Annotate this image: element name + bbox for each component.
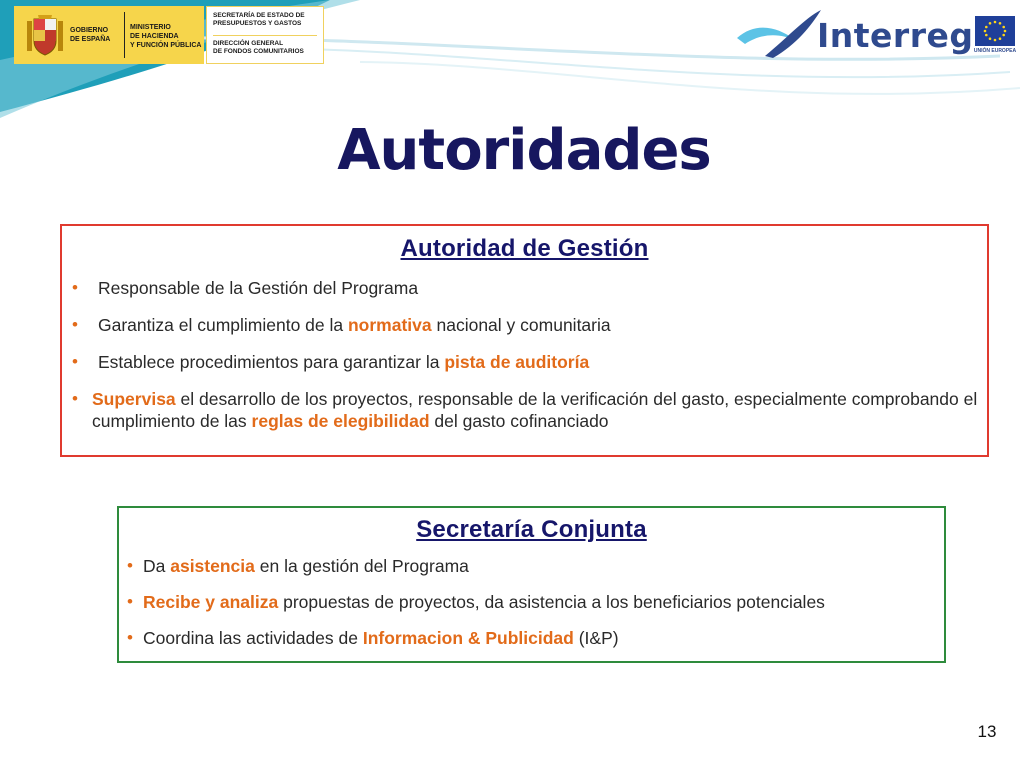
secretaria-conjunta-heading: Secretaría Conjunta xyxy=(416,516,647,543)
bullet-icon: • xyxy=(127,592,133,611)
item-text: del gasto cofinanciado xyxy=(429,411,609,431)
highlighted-text: Supervisa xyxy=(92,389,176,409)
item-text: Garantiza el cumplimiento de la xyxy=(98,315,348,335)
bullet-icon: • xyxy=(72,352,78,371)
eu-label: UNIÓN EUROPEA xyxy=(973,48,1017,54)
interreg-swoosh-icon xyxy=(735,8,825,60)
list-item xyxy=(72,277,987,299)
bullet-icon: • xyxy=(72,315,78,334)
bullet-icon: • xyxy=(72,278,78,297)
list-item xyxy=(127,627,944,649)
item-text: en la gestión del Programa xyxy=(254,556,469,576)
item-text: Establece procedimientos para garantizar la xyxy=(98,352,445,372)
coat-of-arms-icon xyxy=(24,13,66,57)
bullet-icon: • xyxy=(127,556,133,575)
highlighted-text: normativa xyxy=(347,315,432,335)
interreg-wordmark: Interreg xyxy=(817,16,974,55)
page-number: 13 xyxy=(977,722,997,741)
highlighted-text: reglas de elegibilidad xyxy=(251,411,430,431)
direccion-general-text: DIRECCIÓN GENERAL DE FONDOS COMUNITARIOS xyxy=(213,40,304,55)
bullet-icon: • xyxy=(127,628,133,647)
item-text: (I&P) xyxy=(573,628,619,648)
gov-logo-yellow-panel xyxy=(14,6,204,64)
swoosh-line-3 xyxy=(360,62,1020,94)
autoridad-gestion-list xyxy=(62,277,987,432)
list-item xyxy=(72,351,987,373)
list-item xyxy=(72,388,987,432)
secretaria-conjunta-list xyxy=(119,555,944,649)
secretaria-estado-text: SECRETARÍA DE ESTADO DE PRESUPUESTOS Y GASTOS xyxy=(213,12,305,27)
slide-title: Autoridades xyxy=(337,118,711,183)
item-text: propuestas de proyectos, da asistencia a los beneficiarios potenciales xyxy=(278,592,825,612)
list-item xyxy=(127,555,944,577)
highlighted-text: Recibe y analiza xyxy=(143,592,279,612)
gobierno-text: GOBIERNO DE ESPAÑA xyxy=(70,27,111,43)
spanish-government-logo xyxy=(14,6,324,64)
item-text: Coordina las actividades de xyxy=(143,628,363,648)
highlighted-text: pista de auditoría xyxy=(444,352,590,372)
autoridad-gestion-heading: Autoridad de Gestión xyxy=(400,235,649,262)
secretaria-conjunta-box xyxy=(117,506,946,663)
ministerio-text: MINISTERIO DE HACIENDA Y FUNCIÓN PÚBLICA xyxy=(130,24,202,49)
gov-logo-white-panel xyxy=(206,6,324,64)
highlighted-text: asistencia xyxy=(170,556,255,576)
autoridad-gestion-box xyxy=(60,224,989,457)
item-text: nacional y comunitaria xyxy=(431,315,611,335)
interreg-logo xyxy=(735,8,1017,60)
item-text: el desarrollo de los proyectos, responsable de la verificación del gasto, especialmente comprobando el cumplimiento de las xyxy=(92,389,978,431)
bullet-icon: • xyxy=(72,389,78,408)
highlighted-text: Informacion & Publicidad xyxy=(362,628,574,648)
gov-logo-divider xyxy=(124,12,125,58)
eu-flag-icon xyxy=(975,16,1015,46)
list-item xyxy=(127,591,944,613)
list-item xyxy=(72,314,987,336)
gov-logo-separator xyxy=(213,35,317,36)
item-text: Responsable de la Gestión del Programa xyxy=(98,278,419,298)
item-text: Da xyxy=(143,556,171,576)
